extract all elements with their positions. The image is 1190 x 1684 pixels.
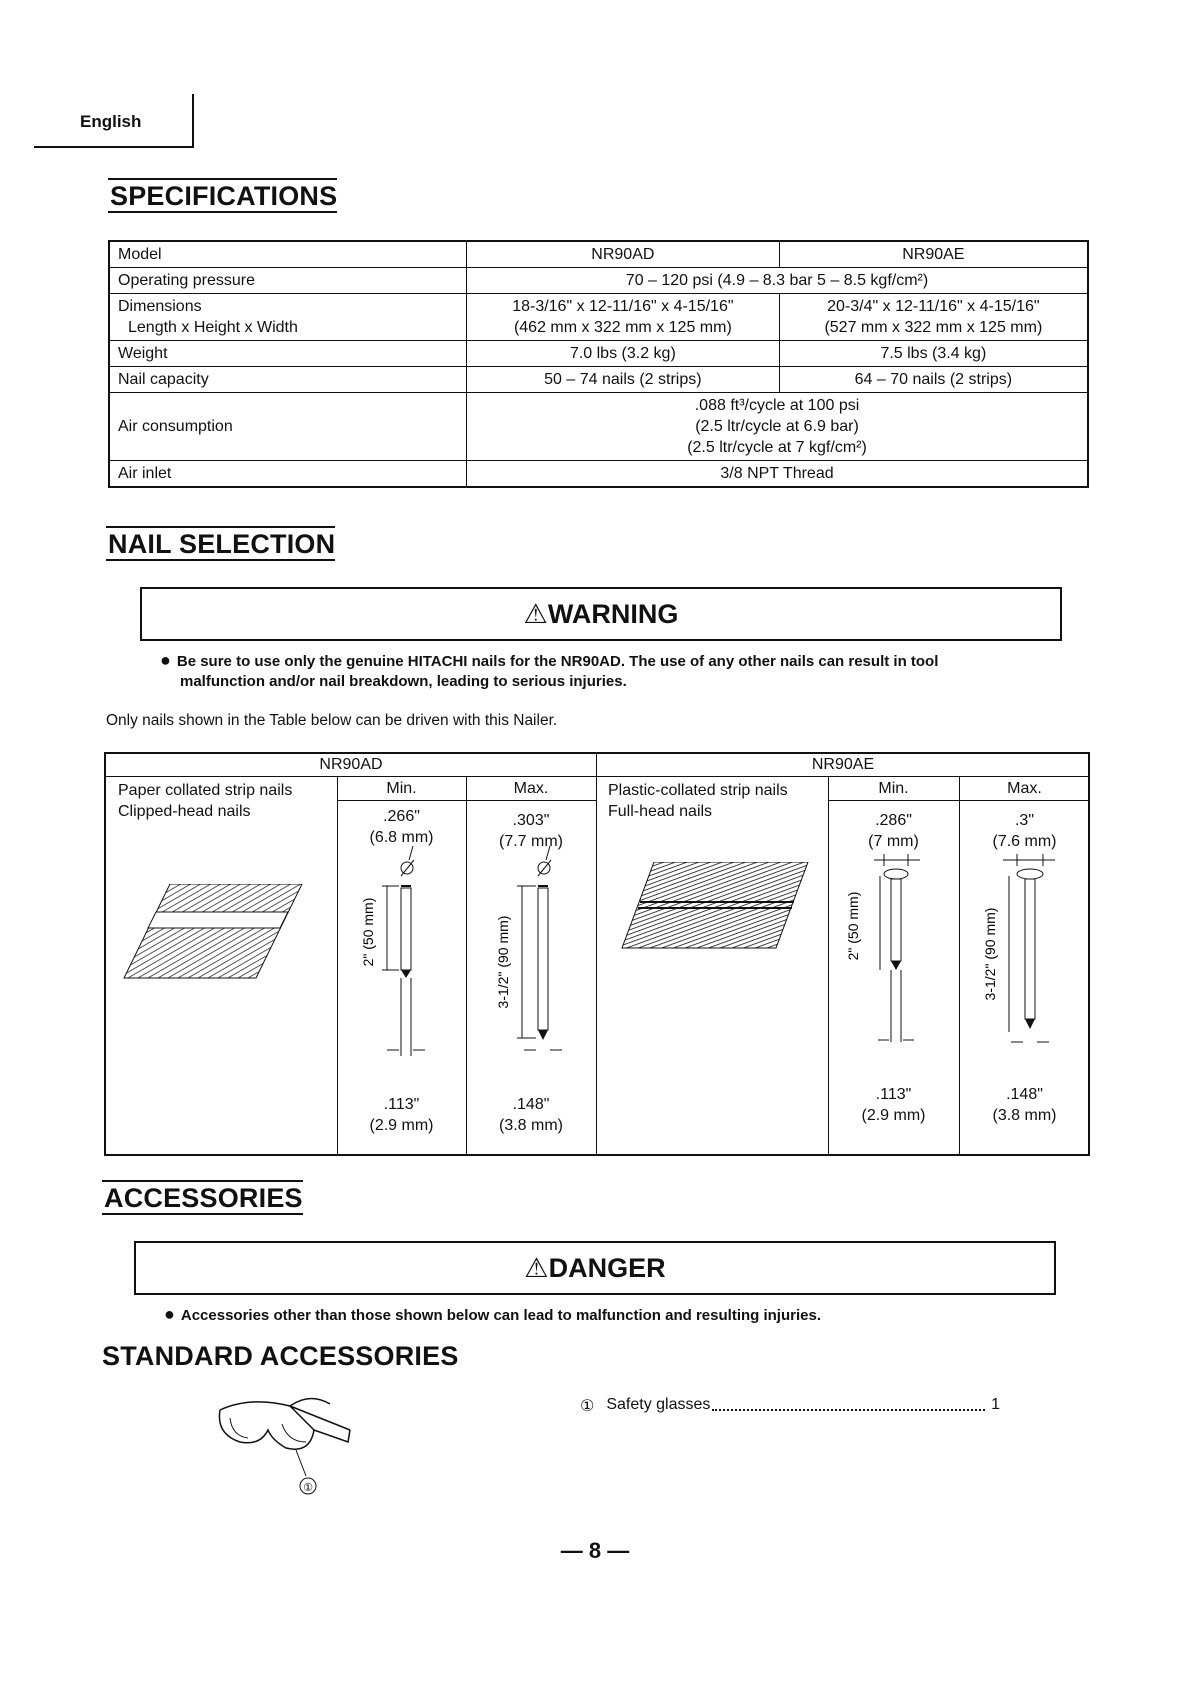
max-length-ad: 3-1/2" (90 mm): [495, 915, 511, 1009]
safety-glasses-icon: [210, 1390, 360, 1500]
min-shank-ad: .113" (2.9 mm): [369, 1096, 434, 1134]
accessories-heading: ACCESSORIES: [102, 1180, 303, 1215]
nail-table: [104, 752, 1090, 1156]
max-head-size-ae: .3" (7.6 mm): [992, 812, 1057, 850]
min-head-size-ad: .266" (6.8 mm): [369, 808, 434, 846]
glasses-callout: ①: [303, 1481, 313, 1494]
nail-selection-heading: NAIL SELECTION: [106, 526, 335, 561]
table-row: [109, 393, 1088, 461]
max-shank-ae: .148" (3.8 mm): [992, 1086, 1057, 1124]
spec-value-both: 3/8 NPT Thread: [467, 461, 1089, 488]
language-tab-rule: [34, 146, 194, 148]
nail-diagram-ae-max: [959, 846, 1090, 1086]
min-header-ad: Min.: [386, 780, 417, 797]
max-length-ae: 3-1/2" (90 mm): [982, 907, 998, 1001]
air-consumption-line: (2.5 ltr/cycle at 7 kgf/cm²): [687, 439, 867, 456]
danger-text: [164, 1304, 1064, 1326]
dimensions-mm: (527 mm x 322 mm x 125 mm): [824, 319, 1043, 336]
min-head-size-ae: .286" (7 mm): [868, 812, 919, 850]
model-header-nr90ad: NR90AD: [319, 756, 383, 773]
accessory-name: Safety glasses: [606, 1396, 711, 1413]
nail-type-line: Paper collated strip nails: [118, 782, 293, 799]
spec-value-nr90ad: 50 – 74 nails (2 strips): [467, 367, 780, 393]
specifications-table: [108, 240, 1089, 488]
max-shank-ad: .148" (3.8 mm): [499, 1096, 563, 1134]
accessory-qty: 1: [991, 1396, 1000, 1413]
min-length-ad: 2" (50 mm): [360, 897, 376, 967]
table-row: [109, 241, 1088, 268]
paper-strip-nails-illustration: [120, 884, 320, 984]
spec-value-both: [467, 393, 1089, 461]
page-number: — 8 —: [560, 1538, 630, 1563]
language-label: English: [80, 112, 142, 131]
standard-accessories-heading: STANDARD ACCESSORIES: [102, 1341, 459, 1371]
max-header-ae: Max.: [1007, 780, 1042, 797]
spec-value-nr90ae: 7.5 lbs (3.4 kg): [779, 341, 1088, 367]
table-row: [109, 341, 1088, 367]
bullet-icon: ●: [164, 1304, 175, 1324]
spec-value-nr90ad: NR90AD: [467, 241, 780, 268]
warning-triangle-icon: ⚠: [523, 599, 548, 629]
spec-label-line2: Length x Height x Width: [128, 319, 298, 336]
nail-type-line: Plastic-collated strip nails: [608, 782, 788, 799]
table-divider: [596, 754, 597, 1154]
spec-value-nr90ae: [779, 294, 1088, 341]
language-tab-rule-vertical: [192, 94, 194, 148]
nail-note: Only nails shown in the Table below can be driven with this Nailer.: [106, 712, 558, 729]
bullet-icon: ●: [160, 650, 171, 670]
danger-triangle-icon: ⚠: [524, 1253, 549, 1283]
spec-value-nr90ae: NR90AE: [779, 241, 1088, 268]
nail-diagram-ad-max: [466, 846, 596, 1096]
specifications-heading: SPECIFICATIONS: [108, 178, 337, 213]
air-consumption-line: (2.5 ltr/cycle at 6.9 bar): [695, 418, 859, 435]
nail-type-ae: [608, 780, 788, 822]
warning-line: malfunction and/or nail breakdown, leading to serious injuries.: [180, 673, 627, 690]
spec-value-nr90ad: [467, 294, 780, 341]
nail-diagram-ad-min: [337, 846, 466, 1096]
max-header-ad: Max.: [513, 780, 549, 797]
table-row: [109, 268, 1088, 294]
accessory-number: ①: [580, 1398, 595, 1415]
spec-label: Model: [109, 241, 467, 268]
dimensions-inch: 20-3/4" x 12-11/16" x 4-15/16": [827, 298, 1040, 315]
min-header-ae: Min.: [878, 780, 909, 797]
spec-label: Air consumption: [109, 393, 467, 461]
spec-label: Air inlet: [109, 461, 467, 488]
accessory-item: [580, 1396, 1000, 1416]
spec-label: Operating pressure: [109, 268, 467, 294]
table-row: [109, 367, 1088, 393]
dimensions-mm: (462 mm x 322 mm x 125 mm): [513, 319, 732, 336]
spec-value-nr90ae: 64 – 70 nails (2 strips): [779, 367, 1088, 393]
table-divider: [337, 800, 596, 801]
nail-type-line: Full-head nails: [608, 803, 713, 820]
spec-value-nr90ad: 7.0 lbs (3.2 kg): [467, 341, 780, 367]
spec-label: Nail capacity: [109, 367, 467, 393]
min-shank-ae: .113" (2.9 mm): [861, 1086, 926, 1124]
table-divider: [828, 800, 1090, 801]
nail-type-ad: [118, 780, 292, 822]
nail-type-line: Clipped-head nails: [118, 803, 251, 820]
table-divider: [106, 776, 1090, 777]
warning-title: WARNING: [547, 599, 679, 629]
danger-title: DANGER: [548, 1253, 666, 1283]
plastic-strip-nails-illustration: [616, 862, 816, 962]
spec-label: Weight: [109, 341, 467, 367]
danger-line: Accessories other than those shown below can lead to malfunction and resulting injuries.: [180, 1307, 821, 1324]
warning-line: Be sure to use only the genuine HITACHI nails for the NR90AD. The use of any other nails can result in tool: [176, 653, 939, 670]
nail-diagram-ae-min: [828, 846, 959, 1086]
dimensions-inch: 18-3/16" x 12-11/16" x 4-15/16": [512, 298, 734, 315]
spec-value-both: 70 – 120 psi (4.9 – 8.3 bar 5 – 8.5 kgf/cm²): [467, 268, 1089, 294]
leader-dots: [712, 1396, 985, 1411]
warning-text: [160, 650, 1060, 692]
danger-box: [134, 1241, 1056, 1295]
table-row: [109, 461, 1088, 488]
max-head-size-ad: .303" (7.7 mm): [499, 812, 563, 850]
air-consumption-line: .088 ft³/cycle at 100 psi: [694, 397, 860, 414]
warning-box: [140, 587, 1062, 641]
model-header-nr90ae: NR90AE: [811, 756, 875, 773]
spec-label: [109, 294, 467, 341]
table-row: [109, 294, 1088, 341]
spec-label-line1: Dimensions: [118, 298, 202, 315]
min-length-ae: 2" (50 mm): [845, 891, 861, 961]
